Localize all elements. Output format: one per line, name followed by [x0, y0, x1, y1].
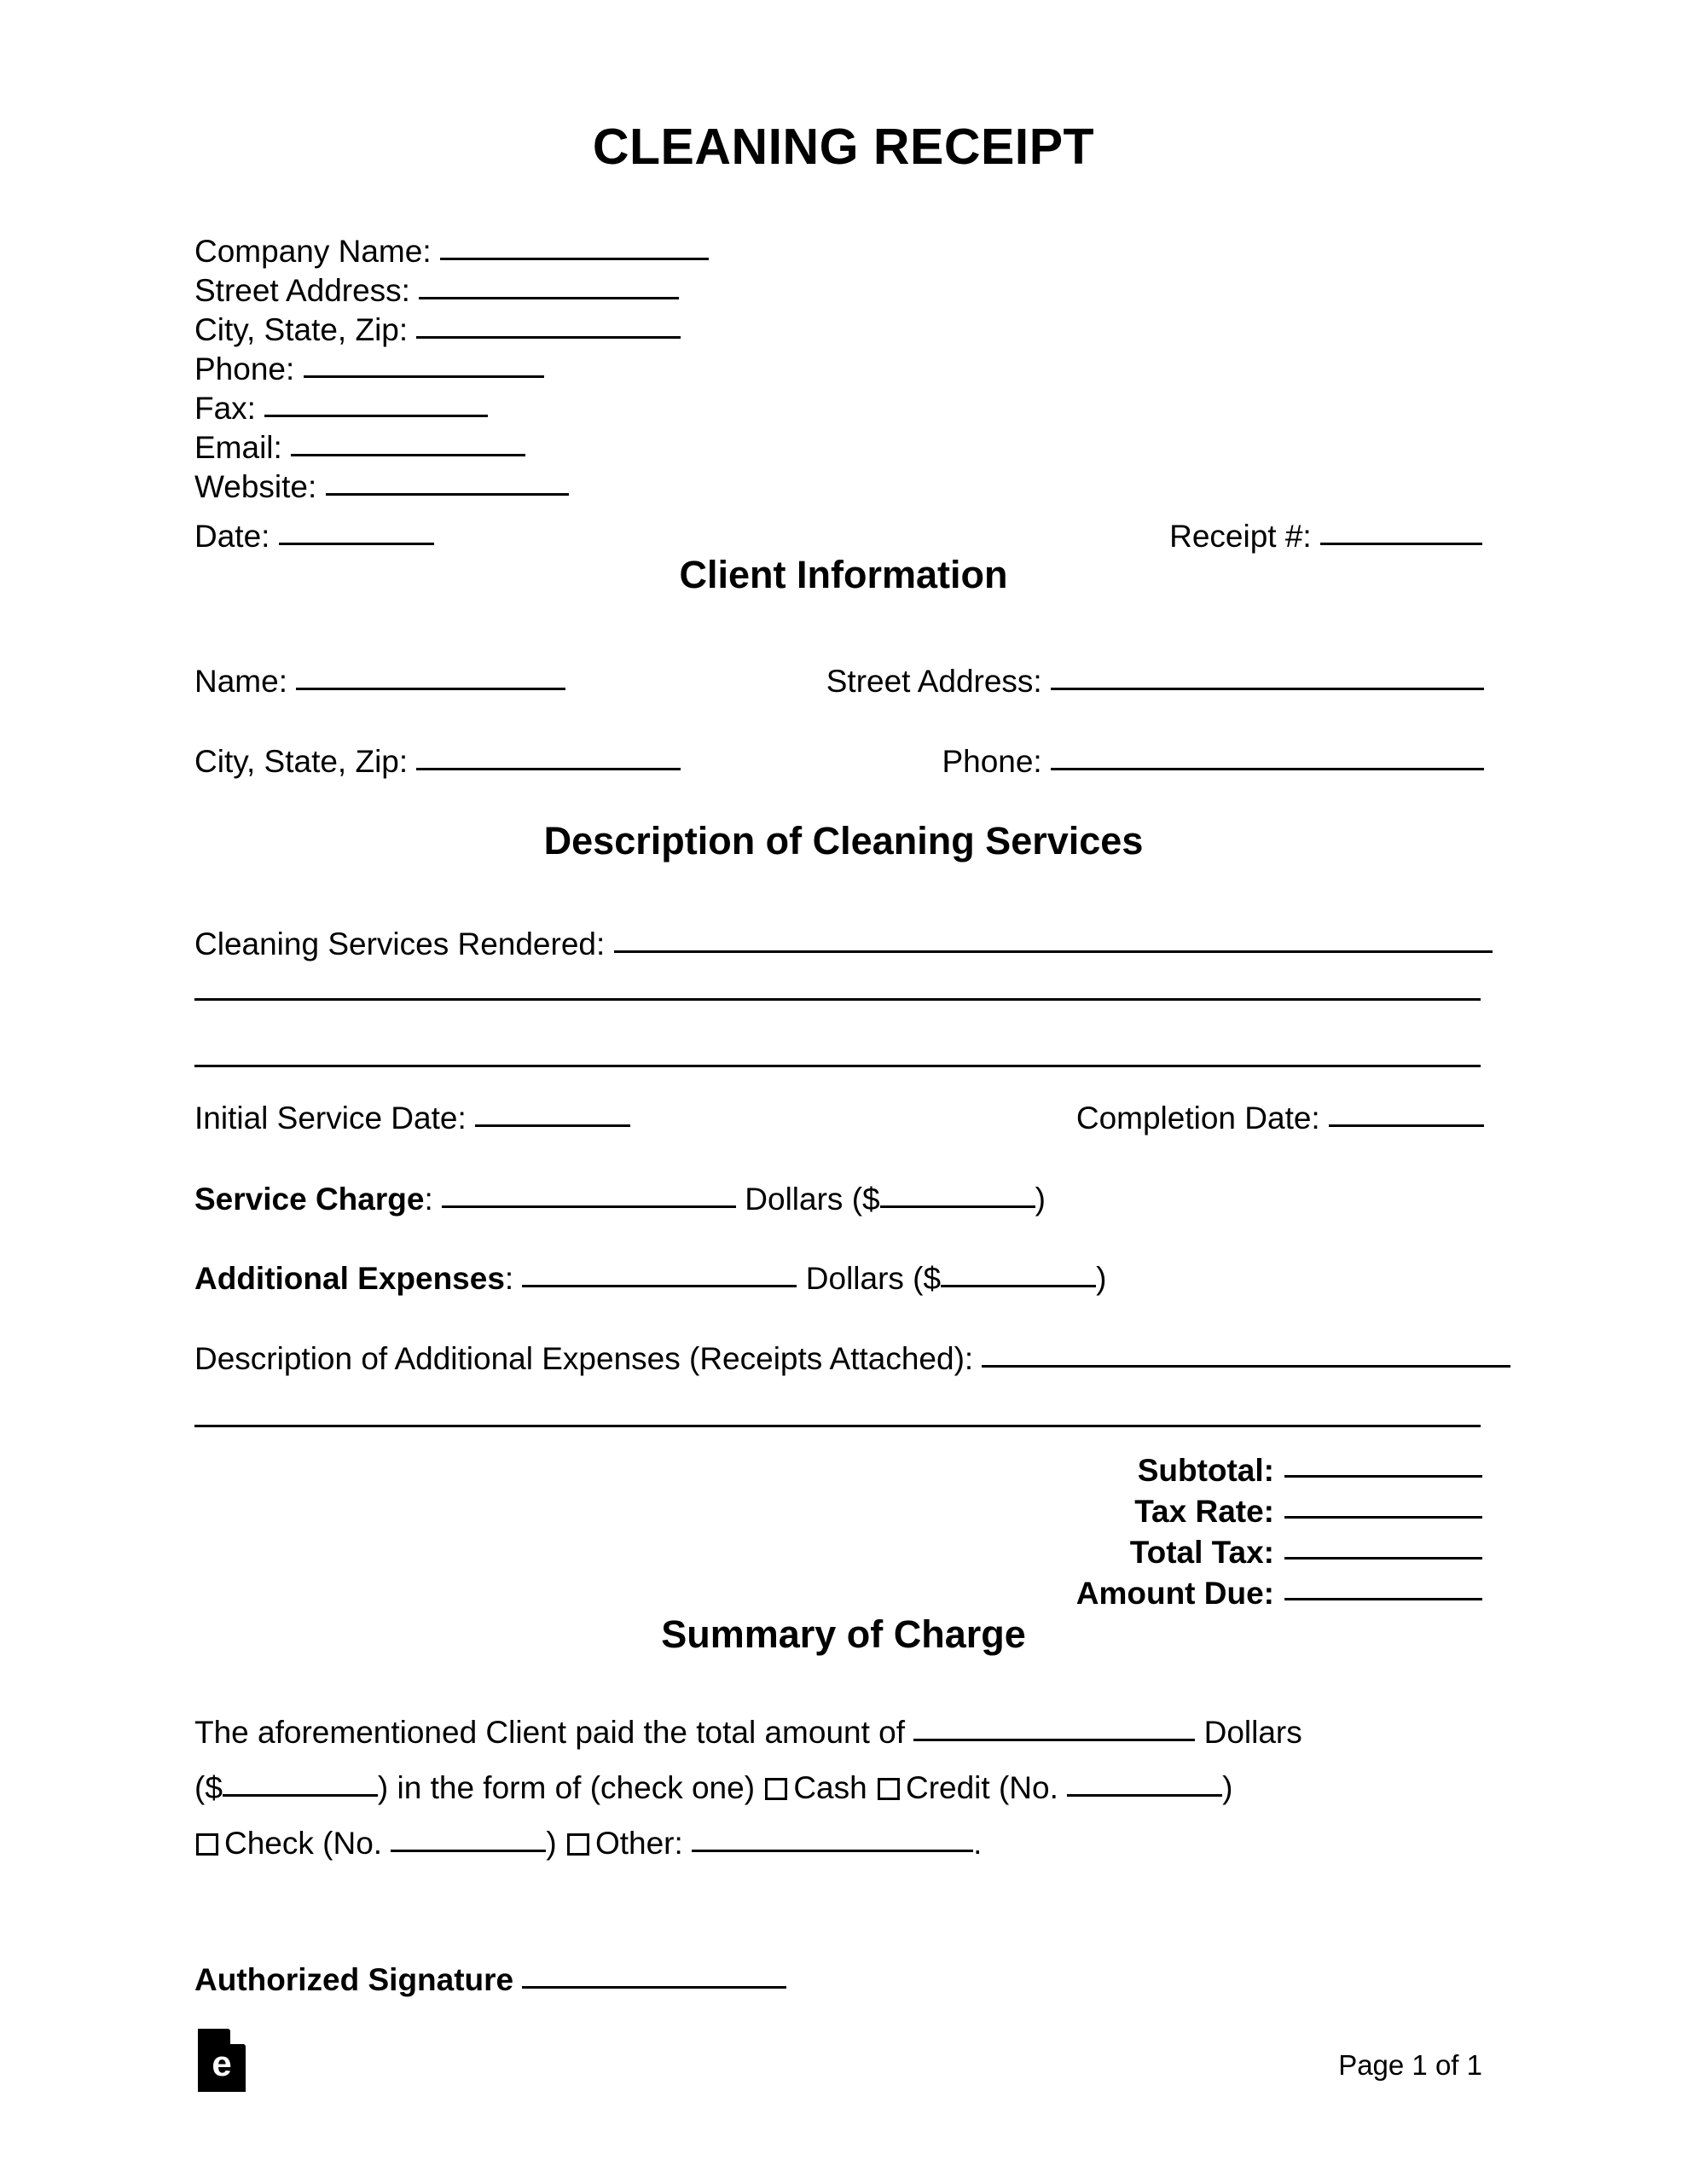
amount-due-label: Amount Due:	[1075, 1576, 1274, 1611]
additional-expenses-colon: :	[504, 1261, 514, 1296]
credit-number-input-rule[interactable]	[1067, 1794, 1222, 1797]
summary-amount-words-input-rule[interactable]	[913, 1739, 1195, 1741]
tax-rate-label: Tax Rate:	[1134, 1494, 1274, 1529]
client-row-name-address	[194, 664, 1484, 700]
subtotal-input-rule[interactable]	[1284, 1475, 1482, 1478]
summary-paid-suffix: Dollars	[1203, 1715, 1302, 1750]
eforms-logo[interactable]	[198, 2029, 246, 2092]
receipt-number-input-rule[interactable]	[1320, 543, 1482, 545]
credit-label: Credit (No.	[905, 1770, 1058, 1805]
additional-expenses-description-blank-line-2[interactable]	[194, 1425, 1481, 1427]
initial-service-date-input-rule[interactable]	[475, 1124, 630, 1127]
credit-checkbox[interactable]	[878, 1778, 900, 1800]
client-name-field[interactable]	[194, 664, 565, 700]
receipt-number-label: Receipt #:	[1169, 519, 1312, 554]
client-row-city-phone	[194, 744, 1484, 780]
date-receipt-row	[194, 519, 1482, 555]
page-number: Page 1 of 1	[1338, 2049, 1482, 2081]
service-charge-field[interactable]	[194, 1182, 1046, 1217]
client-city-state-zip-field[interactable]	[194, 744, 681, 780]
company-info-block	[194, 232, 709, 507]
company-email-label: Email:	[194, 430, 282, 465]
service-charge-amount-input-rule[interactable]	[880, 1205, 1035, 1208]
eforms-logo-letter: e	[212, 2043, 232, 2083]
cleaning-services-blank-line-3[interactable]	[194, 1065, 1481, 1067]
tax-rate-input-rule[interactable]	[1284, 1516, 1482, 1519]
company-name-field[interactable]	[194, 232, 709, 271]
initial-service-date-label: Initial Service Date:	[194, 1101, 467, 1136]
company-website-label: Website:	[194, 469, 317, 504]
date-input-rule[interactable]	[279, 543, 434, 545]
service-charge-label: Service Charge	[194, 1182, 425, 1217]
company-name-label: Company Name:	[194, 234, 432, 269]
service-dates-row	[194, 1101, 1484, 1136]
authorized-signature-field[interactable]	[194, 1962, 786, 1998]
total-tax-row[interactable]	[870, 1532, 1482, 1573]
initial-service-date-field[interactable]	[194, 1101, 630, 1136]
other-period: .	[973, 1826, 983, 1861]
client-street-address-field[interactable]	[826, 664, 1484, 700]
service-charge-close-paren: )	[1035, 1182, 1046, 1217]
section-heading-summary-of-charge: Summary of Charge	[661, 1612, 1026, 1656]
additional-expenses-label: Additional Expenses	[194, 1261, 505, 1296]
total-tax-label: Total Tax:	[1129, 1535, 1274, 1570]
company-email-field[interactable]	[194, 428, 709, 468]
cash-checkbox[interactable]	[765, 1778, 787, 1800]
other-checkbox[interactable]	[567, 1833, 589, 1856]
client-phone-label: Phone:	[942, 744, 1042, 779]
company-website-field[interactable]	[194, 468, 709, 507]
company-street-address-label: Street Address:	[194, 273, 410, 308]
section-heading-client-information: Client Information	[679, 553, 1008, 596]
summary-dollar-open: ($	[194, 1770, 223, 1805]
other-label: Other:	[594, 1826, 683, 1861]
client-street-address-input-rule[interactable]	[1051, 688, 1484, 690]
summary-paid-amount-line	[194, 1715, 1302, 1751]
credit-close-paren: )	[1222, 1770, 1233, 1805]
additional-expenses-amount-input-rule[interactable]	[941, 1285, 1096, 1287]
company-phone-field[interactable]	[194, 350, 709, 389]
cleaning-services-rendered-label: Cleaning Services Rendered:	[194, 926, 606, 961]
company-fax-input-rule[interactable]	[264, 415, 488, 417]
company-phone-input-rule[interactable]	[304, 375, 544, 378]
client-name-label: Name:	[194, 664, 287, 699]
company-name-input-rule[interactable]	[440, 258, 709, 260]
company-street-address-field[interactable]	[194, 271, 709, 311]
summary-paid-prefix: The aforementioned Client paid the total amount of	[194, 1715, 906, 1750]
totals-block	[870, 1450, 1482, 1614]
service-charge-dollars-text: Dollars ($	[745, 1182, 880, 1217]
subtotal-row[interactable]	[870, 1450, 1482, 1491]
company-city-state-zip-label: City, State, Zip:	[194, 312, 409, 347]
cleaning-services-rendered-input-rule[interactable]	[614, 950, 1493, 953]
company-city-state-zip-field[interactable]	[194, 311, 709, 350]
company-city-state-zip-input-rule[interactable]	[416, 336, 681, 339]
additional-expenses-close-paren: )	[1096, 1261, 1107, 1296]
completion-date-field[interactable]	[1076, 1101, 1484, 1136]
date-label: Date:	[194, 519, 270, 554]
company-website-input-rule[interactable]	[326, 493, 569, 496]
additional-expenses-dollars-text: Dollars ($	[805, 1261, 942, 1296]
check-label: Check (No.	[224, 1826, 383, 1861]
additional-expenses-description-label: Description of Additional Expenses (Receipts Attached):	[194, 1341, 974, 1376]
client-city-state-zip-label: City, State, Zip:	[194, 744, 409, 779]
check-checkbox[interactable]	[196, 1833, 218, 1856]
section-heading-description-of-cleaning-services: Description of Cleaning Services	[543, 819, 1144, 863]
date-field[interactable]	[194, 519, 434, 555]
additional-expenses-description-field[interactable]	[194, 1341, 1510, 1377]
additional-expenses-field[interactable]	[194, 1261, 1106, 1297]
page-title: CLEANING RECEIPT	[592, 119, 1095, 175]
summary-amount-numeric-input-rule[interactable]	[223, 1794, 378, 1797]
tax-rate-row[interactable]	[870, 1491, 1482, 1532]
company-phone-label: Phone:	[194, 351, 295, 386]
summary-check-other-line	[194, 1826, 982, 1862]
additional-expenses-description-input-rule[interactable]	[982, 1365, 1510, 1368]
service-charge-words-input-rule[interactable]	[442, 1205, 736, 1208]
cash-label: Cash	[793, 1770, 867, 1805]
amount-due-row[interactable]	[870, 1573, 1482, 1614]
company-street-address-input-rule[interactable]	[419, 297, 679, 299]
completion-date-label: Completion Date:	[1075, 1101, 1320, 1136]
amount-due-input-rule[interactable]	[1284, 1598, 1482, 1600]
client-city-state-zip-input-rule[interactable]	[416, 768, 681, 770]
service-charge-colon: :	[424, 1182, 433, 1217]
total-tax-input-rule[interactable]	[1284, 1557, 1482, 1560]
company-email-input-rule[interactable]	[291, 454, 525, 456]
additional-expenses-words-input-rule[interactable]	[522, 1285, 797, 1287]
other-input-rule[interactable]	[692, 1850, 973, 1852]
eforms-document-icon	[198, 2029, 246, 2092]
cleaning-services-blank-line-2[interactable]	[194, 998, 1481, 1001]
client-street-address-label: Street Address:	[826, 664, 1042, 699]
company-fax-label: Fax:	[194, 391, 256, 426]
authorized-signature-input-rule[interactable]	[522, 1986, 786, 1989]
receipt-number-field[interactable]	[1169, 519, 1482, 555]
check-number-input-rule[interactable]	[391, 1850, 546, 1852]
client-name-input-rule[interactable]	[296, 688, 565, 690]
check-close-paren: )	[546, 1826, 557, 1861]
authorized-signature-label: Authorized Signature	[194, 1962, 514, 1997]
subtotal-label: Subtotal:	[1137, 1453, 1274, 1488]
summary-paren-and-form-text: ) in the form of (check one)	[377, 1770, 756, 1805]
company-fax-field[interactable]	[194, 389, 709, 428]
client-phone-field[interactable]	[942, 744, 1484, 780]
summary-payment-method-line	[194, 1770, 1232, 1806]
cleaning-services-rendered-field[interactable]	[194, 926, 1481, 962]
client-phone-input-rule[interactable]	[1051, 768, 1484, 770]
completion-date-input-rule[interactable]	[1329, 1124, 1484, 1127]
